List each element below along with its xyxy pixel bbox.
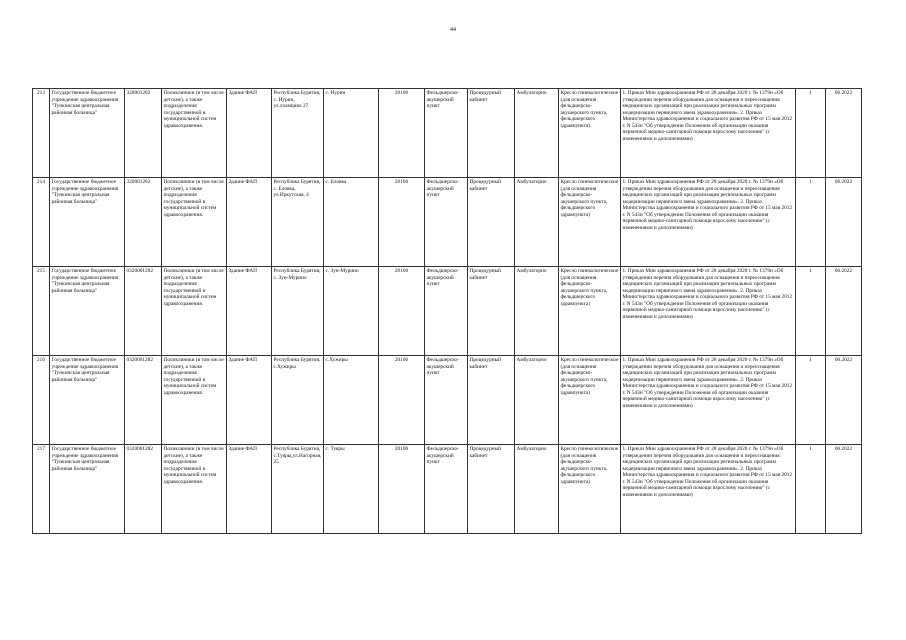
table-row <box>33 267 862 356</box>
care-form: Амбулаторно <box>515 356 559 445</box>
care-form: Амбулаторно <box>515 89 559 178</box>
address: Республика Бурятия, с. Зун-Мурино <box>272 267 324 356</box>
code-20106: 20106 <box>379 445 425 534</box>
facility-type: Фельдшерско-акушерский пункт <box>425 356 468 445</box>
table-row <box>33 445 862 534</box>
row-index: 215 <box>33 267 50 356</box>
facility-type: Фельдшерско-акушерский пункт <box>425 445 468 534</box>
building-type: Здание ФАП <box>227 356 272 445</box>
room-type: Процедурный кабинет <box>468 89 515 178</box>
settlement: с. Нурин <box>324 89 379 178</box>
delivery-date: 06.2022 <box>826 89 862 178</box>
delivery-date: 06.2022 <box>826 356 862 445</box>
table-row <box>33 356 862 445</box>
room-type: Процедурный кабинет <box>468 356 515 445</box>
institution-code: 320001282 <box>125 178 162 267</box>
legal-basis: 1. Приказ Мин здравоохранения РФ от 28 декабря 2020 г. № 1379н «Об утверждении перечня оборудования для оснащения и переоснащения медицинских организаций при реализации региональных программ модернизации первичного звена здравоохранения». 2. Приказ Министерства здравоохранения и социального развития РФ от 15 мая 2012 г. N 543н "Об утверждении Положения об организации оказания первичной медико-санитарной помощи взрослому населению" (с изменениями и дополнениями) <box>621 89 796 178</box>
legal-basis: 1. Приказ Мин здравоохранения РФ от 28 декабря 2020 г. № 1379н «Об утверждении перечня оборудования для оснащения и переоснащения медицинских организаций при реализации региональных программ модернизации первичного звена здравоохранения». 2. Приказ Министерства здравоохранения и социального развития РФ от 15 мая 2012 г. N 543н "Об утверждении Положения об организации оказания первичной медико-санитарной помощи взрослому населению" (с изменениями и дополнениями) <box>621 445 796 534</box>
institution-name: Государственное бюджетное учреждение здравоохранения "Тункинская центральная районная больница" <box>50 89 125 178</box>
service-category: Поликлиники (в том числе детские), а также подразделения государственной и муниципальной систем здравоохранения. <box>162 178 227 267</box>
institution-name: Государственное бюджетное учреждение здравоохранения "Тункинская центральная районная больница" <box>50 267 125 356</box>
row-index: 217 <box>33 445 50 534</box>
institution-name: Государственное бюджетное учреждение здравоохранения "Тункинская центральная районная больница" <box>50 178 125 267</box>
care-form: Амбулаторно <box>515 267 559 356</box>
equipment-name: Кресло гинекологическое (для оснащения фельдшерско-акушерского пункта, фельдшерского здравпункта) <box>559 89 621 178</box>
institution-name: Государственное бюджетное учреждение здравоохранения "Тункинская центральная районная больница" <box>50 445 125 534</box>
quantity: 1 <box>796 356 826 445</box>
room-type: Процедурный кабинет <box>468 178 515 267</box>
quantity: 1 <box>796 89 826 178</box>
table-row <box>33 89 862 178</box>
institution-code: 0320001282 <box>125 356 162 445</box>
code-20106: 20106 <box>379 356 425 445</box>
row-index: 214 <box>33 178 50 267</box>
address: Республика Бурятия, с.Туяры,ул.Нагорная, 25 <box>272 445 324 534</box>
code-20106: 20106 <box>379 267 425 356</box>
building-type: Здание ФАП <box>227 89 272 178</box>
equipment-name: Кресло гинекологическое (для оснащения фельдшерско-акушерского пункта, фельдшерского здравпункта) <box>559 356 621 445</box>
equipment-name: Кресло гинекологическое (для оснащения фельдшерско-акушерского пункта, фельдшерского здравпункта) <box>559 178 621 267</box>
settlement: с.Хужиры <box>324 356 379 445</box>
service-category: Поликлиники (в том числе детские), а также подразделения государственной и муниципальной систем здравоохранения. <box>162 267 227 356</box>
settlement: с. Еловка <box>324 178 379 267</box>
facility-type: Фельдшерско-акушерский пункт <box>425 267 468 356</box>
institution-code: 320001282 <box>125 89 162 178</box>
row-index: 213 <box>33 89 50 178</box>
institution-name: Государственное бюджетное учреждение здравоохранения "Тункинская центральная районная больница" <box>50 356 125 445</box>
service-category: Поликлиники (в том числе детские), а также подразделения государственной и муниципальной систем здравоохранения. <box>162 89 227 178</box>
settlement: с. Зун-Мурино <box>324 267 379 356</box>
building-type: Здание ФАП <box>227 445 272 534</box>
service-category: Поликлиники (в том числе детские), а также подразделения государственной и муниципальной систем здравоохранения. <box>162 356 227 445</box>
institution-code: 0320001282 <box>125 267 162 356</box>
address: Республика Бурятия, с. Еловка, ул.Иркутская, 4 <box>272 178 324 267</box>
row-index: 216 <box>33 356 50 445</box>
quantity: 1 <box>796 178 826 267</box>
delivery-date: 06.2022 <box>826 267 862 356</box>
page-number: 44 <box>450 27 456 33</box>
facility-type: Фельдшерско-акушерский пункт <box>425 178 468 267</box>
equipment-name: Кресло гинекологическое (для оснащения фельдшерско-акушерского пункта, фельдшерского здравпункта) <box>559 267 621 356</box>
service-category: Поликлиники (в том числе детские), а также подразделения государственной и муниципальной систем здравоохранения. <box>162 445 227 534</box>
legal-basis: 1. Приказ Мин здравоохранения РФ от 28 декабря 2020 г. № 1379н «Об утверждении перечня оборудования для оснащения и переоснащения медицинских организаций при реализации региональных программ модернизации первичного звена здравоохранения». 2. Приказ Министерства здравоохранения и социального развития РФ от 15 мая 2012 г. N 543н "Об утверждении Положения об организации оказания первичной медико-санитарной помощи взрослому населению" (с изменениями и дополнениями) <box>621 356 796 445</box>
building-type: Здание ФАП <box>227 267 272 356</box>
care-form: Амбулаторно <box>515 445 559 534</box>
institution-code: 0320001282 <box>125 445 162 534</box>
address: Республика Бурятия, с.Хужиры <box>272 356 324 445</box>
building-type: Здание ФАП <box>227 178 272 267</box>
code-20106: 20106 <box>379 89 425 178</box>
quantity: 1 <box>796 267 826 356</box>
room-type: Процедурный кабинет <box>468 445 515 534</box>
code-20106: 20106 <box>379 178 425 267</box>
legal-basis: 1. Приказ Мин здравоохранения РФ от 28 декабря 2020 г. № 1379н «Об утверждении перечня оборудования для оснащения и переоснащения медицинских организаций при реализации региональных программ модернизации первичного звена здравоохранения». 2. Приказ Министерства здравоохранения и социального развития РФ от 15 мая 2012 г. N 543н "Об утверждении Положения об организации оказания первичной медико-санитарной помощи взрослому населению" (с изменениями и дополнениями) <box>621 178 796 267</box>
table-row <box>33 178 862 267</box>
delivery-date: 06.2022 <box>826 445 862 534</box>
legal-basis: 1. Приказ Мин здравоохранения РФ от 28 декабря 2020 г. № 1379н «Об утверждении перечня оборудования для оснащения и переоснащения медицинских организаций при реализации региональных программ модернизации первичного звена здравоохранения». 2. Приказ Министерства здравоохранения и социального развития РФ от 15 мая 2012 г. N 543н "Об утверждении Положения об организации оказания первичной медико-санитарной помощи взрослому населению" (с изменениями и дополнениями) <box>621 267 796 356</box>
facility-type: Фельдшерско-акушерский пункт <box>425 89 468 178</box>
quantity: 1 <box>796 445 826 534</box>
equipment-name: Кресло гинекологическое (для оснащения фельдшерско-акушерского пункта, фельдшерского здравпункта) <box>559 445 621 534</box>
equipment-table <box>32 88 862 534</box>
care-form: Амбулаторно <box>515 178 559 267</box>
delivery-date: 06.2022 <box>826 178 862 267</box>
address: Республика Бурятия, с. Нурин, ул.лхамцина 27 <box>272 89 324 178</box>
room-type: Процедурный кабинет <box>468 267 515 356</box>
settlement: с. Туяры <box>324 445 379 534</box>
